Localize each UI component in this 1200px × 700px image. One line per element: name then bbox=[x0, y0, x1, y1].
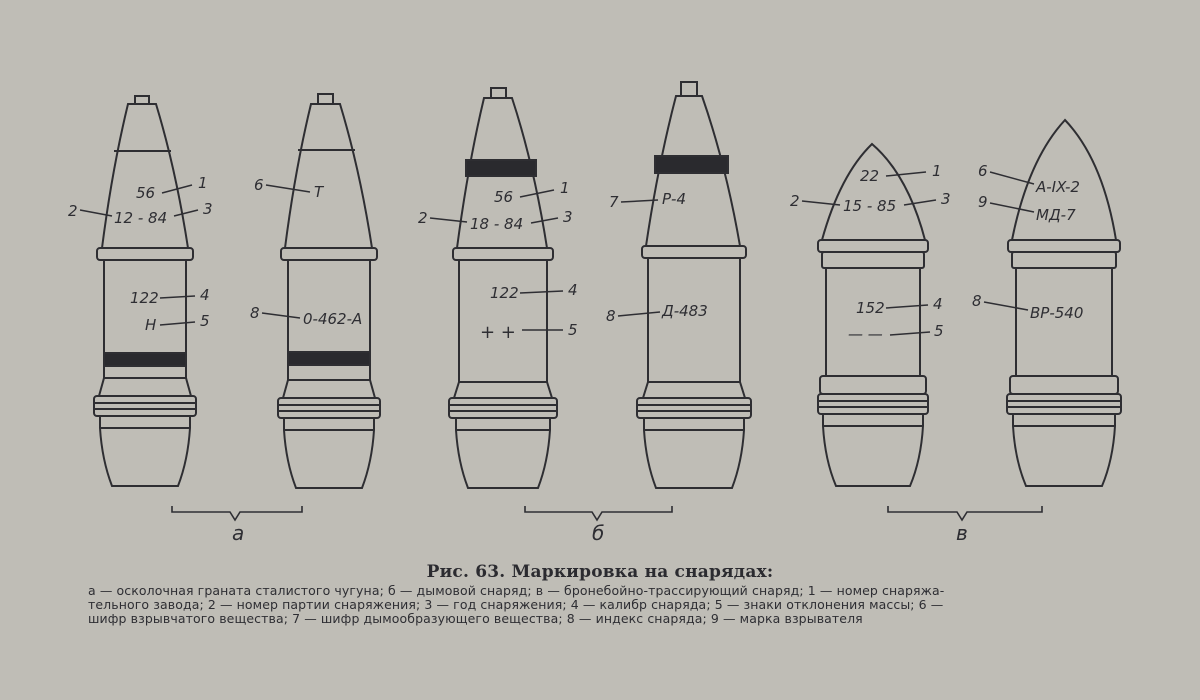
brace-b bbox=[525, 506, 672, 520]
mark-v-left-4-num: 4 bbox=[933, 295, 943, 313]
mark-b-left-5-num: 5 bbox=[568, 321, 578, 339]
mark-b-left-1-text: 56 bbox=[494, 188, 514, 206]
shell-a-right bbox=[278, 94, 380, 488]
mark-a-left-5-text: Н bbox=[145, 316, 157, 334]
figure-caption bbox=[0, 562, 1200, 582]
shell-a-left-driving-band bbox=[94, 396, 196, 416]
group-letter-v: в bbox=[956, 521, 968, 545]
mark-v-left-1-text: 22 bbox=[860, 167, 880, 185]
mark-a-left-2-text: 12 - 84 bbox=[114, 209, 168, 227]
shell-b-right-driving-band bbox=[637, 398, 751, 418]
shell-a-left-shoulder bbox=[99, 378, 191, 396]
shell-a-left-ring1 bbox=[97, 248, 193, 260]
mark-v-left-5-num: 5 bbox=[934, 322, 944, 340]
mark-b-right-7-num: 7 bbox=[609, 193, 619, 211]
mark-b-left-5-text: + + bbox=[480, 322, 516, 343]
group-letter-a: а bbox=[232, 521, 245, 545]
mark-v-left-1-num: 1 bbox=[932, 162, 942, 180]
mark-a-left-2-num: 2 bbox=[68, 202, 78, 220]
mark-b-right-8-num: 8 bbox=[606, 307, 616, 325]
shell-v-right-driving-band bbox=[1007, 394, 1121, 414]
shell-a-left-markings bbox=[68, 174, 213, 334]
shell-a-left-base bbox=[100, 416, 190, 486]
mark-a-left-5-num: 5 bbox=[200, 312, 210, 330]
mark-v-left-3-num: 3 bbox=[941, 190, 951, 208]
shell-a-right-ogive bbox=[285, 104, 372, 248]
figure-legend bbox=[88, 584, 1128, 626]
mark-a-left-4-num: 4 bbox=[200, 286, 210, 304]
mark-v-right-8-text: ВР-540 bbox=[1030, 304, 1084, 322]
shell-b-left-black-band bbox=[466, 160, 536, 176]
mark-b-left-4-num: 4 bbox=[568, 281, 578, 299]
shell-v-right-base bbox=[1013, 414, 1115, 486]
mark-a-right-8-num: 8 bbox=[250, 304, 260, 322]
mark-b-left-1-num: 1 bbox=[560, 179, 570, 197]
figure-legend-line: тельного завода; 2 — номер партии снаряжения; 3 — год снаряжения; 4 — калибр снаряда; 5 — знаки отклонения массы; 6 — bbox=[88, 597, 944, 612]
figure-legend-line: шифр взрывчатого вещества; 7 — шифр дымообразующего вещества; 8 — индекс снаряда; 9 — марка взрывателя bbox=[88, 611, 863, 626]
shell-v-left-driving-band bbox=[818, 394, 928, 414]
shell-a-left-fuze bbox=[135, 96, 149, 104]
shell-b-right-black-band bbox=[655, 156, 728, 173]
mark-v-right-9-num: 9 bbox=[978, 193, 988, 211]
mark-a-right-6-num: 6 bbox=[254, 176, 264, 194]
mark-a-left-1-num: 1 bbox=[198, 174, 208, 192]
mark-b-left-2-num: 2 bbox=[418, 209, 428, 227]
mark-b-left-4-text: 122 bbox=[490, 284, 519, 302]
mark-v-right-8-num: 8 bbox=[972, 292, 982, 310]
mark-v-left-2-text: 15 - 85 bbox=[843, 197, 897, 215]
mark-b-left-3-num: 3 bbox=[563, 208, 573, 226]
shell-v-left-base bbox=[823, 414, 923, 486]
shell-b-right-base bbox=[644, 418, 744, 488]
shell-v-left-pointed-cap bbox=[822, 144, 925, 240]
shell-a-left-black-band bbox=[104, 353, 186, 366]
shell-a-right-base bbox=[284, 418, 374, 488]
shell-a-right-driving-band bbox=[278, 398, 380, 418]
mark-a-right-6-text: Т bbox=[314, 183, 324, 201]
mark-a-left-1-text: 56 bbox=[136, 184, 156, 202]
mark-v-right-9-text: МД-7 bbox=[1036, 206, 1076, 224]
brace-a bbox=[172, 506, 302, 520]
shell-v-right-body bbox=[1016, 268, 1112, 376]
shell-a-right-black-band bbox=[288, 352, 370, 365]
shell-b-left-body bbox=[459, 260, 547, 382]
shell-a-right-markings bbox=[250, 176, 362, 328]
shell-b-left-base bbox=[456, 418, 550, 488]
mark-a-left-3-num: 3 bbox=[203, 200, 213, 218]
shell-v-right bbox=[1007, 120, 1121, 486]
mark-v-left-2-num: 2 bbox=[790, 192, 800, 210]
figure-legend-line: а — осколочная граната сталистого чугуна; б — дымовой снаряд; в — бронебойно-трассирующий снаряд; 1 — номер снаряжа- bbox=[88, 583, 945, 598]
mark-b-left-2-text: 18 - 84 bbox=[470, 215, 524, 233]
group-letter-b: б bbox=[592, 521, 605, 545]
figure-caption-title: Рис. 63. Маркировка на снарядах: bbox=[426, 562, 774, 582]
mark-b-right-8-text: Д-483 bbox=[662, 302, 708, 320]
shell-b-right bbox=[637, 82, 751, 488]
mark-a-left-4-text: 122 bbox=[130, 289, 159, 307]
brace-v bbox=[888, 506, 1042, 520]
mark-a-right-8-text: 0-462-А bbox=[303, 310, 363, 328]
mark-v-right-6-num: 6 bbox=[978, 162, 988, 180]
shell-v-left-body bbox=[826, 268, 920, 376]
mark-v-right-6-text: А-IX-2 bbox=[1036, 178, 1080, 196]
mark-v-left-4-text: 152 bbox=[856, 299, 885, 317]
shell-b-left-driving-band bbox=[449, 398, 557, 418]
shell-b-right-body bbox=[648, 258, 740, 382]
mark-b-right-7-text: Р-4 bbox=[662, 190, 687, 208]
mark-v-left-5-text: — — bbox=[848, 325, 883, 343]
